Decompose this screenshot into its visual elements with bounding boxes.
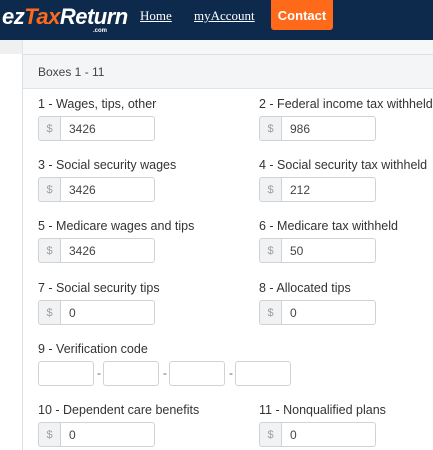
box11-label: 11 - Nonqualified plans [259,403,386,417]
box7-label: 7 - Social security tips [38,281,160,295]
box4-ss-tax-field[interactable]: 212 [281,177,376,202]
box10-dependent-care-field[interactable]: 0 [60,422,155,447]
box1-wages-input-group [38,116,155,141]
box7-ss-tips-input-group [38,300,155,325]
dollar-sign-icon: $ [38,238,60,263]
box2-federal-tax-field[interactable]: 986 [281,116,376,141]
verification-code-segment-2[interactable] [103,361,159,386]
box2-federal-tax-input-group [259,116,376,141]
dollar-sign-icon: $ [38,116,60,141]
box2-label: 2 - Federal income tax withheld [259,97,433,111]
box6-label: 6 - Medicare tax withheld [259,219,398,233]
eztaxreturn-logo[interactable] [2,4,128,32]
dollar-sign-icon: $ [38,300,60,325]
dollar-sign-icon: $ [259,422,281,447]
box8-allocated-tips-input-group [259,300,376,325]
dollar-sign-icon: $ [38,177,60,202]
box11-nonqualified-plans-input-group [259,422,376,447]
box1-wages-field[interactable]: 3426 [60,116,155,141]
verification-code-separator: - [229,366,233,380]
logo-ez-text: ez [2,4,25,29]
box3-label: 3 - Social security wages [38,158,177,172]
dollar-sign-icon: $ [259,177,281,202]
box11-nonqualified-plans-field[interactable]: 0 [281,422,376,447]
box9-label: 9 - Verification code [38,342,148,356]
verification-code-separator: - [97,366,101,380]
box5-medicare-wages-field[interactable]: 3426 [60,238,155,263]
box6-medicare-tax-input-group [259,238,376,263]
dollar-sign-icon: $ [259,300,281,325]
box3-ss-wages-field[interactable]: 3426 [60,177,155,202]
box10-label: 10 - Dependent care benefits [38,403,200,417]
box3-ss-wages-input-group [38,177,155,202]
logo-suffix-text: .com [93,28,108,34]
nav-home-link[interactable]: Home [140,8,172,23]
top-navigation-bar [0,0,433,40]
box4-ss-tax-input-group [259,177,376,202]
dollar-sign-icon: $ [38,422,60,447]
box8-label: 8 - Allocated tips [259,281,351,295]
dollar-sign-icon: $ [259,116,281,141]
logo-tax-text: Tax [24,4,60,29]
nav-myaccount-link[interactable]: myAccount [194,8,255,23]
box5-medicare-wages-input-group [38,238,155,263]
box8-allocated-tips-field[interactable]: 0 [281,300,376,325]
box1-label: 1 - Wages, tips, other [38,97,157,111]
box6-medicare-tax-field[interactable]: 50 [281,238,376,263]
verification-code-segment-1[interactable] [38,361,94,386]
contact-button[interactable]: Contact [271,0,333,30]
verification-code-separator: - [163,366,167,380]
panel-heading: Boxes 1 - 11 [23,55,433,89]
dollar-sign-icon: $ [259,238,281,263]
verification-code-segment-3[interactable] [169,361,225,386]
box5-label: 5 - Medicare wages and tips [38,219,195,233]
subheader-strip [0,40,433,54]
previous-panel-edge [22,40,433,54]
box7-ss-tips-field[interactable]: 0 [60,300,155,325]
box10-dependent-care-input-group [38,422,155,447]
box4-label: 4 - Social security tax withheld [259,158,428,172]
logo-return-text: Return [59,4,128,29]
verification-code-segment-4[interactable] [235,361,291,386]
